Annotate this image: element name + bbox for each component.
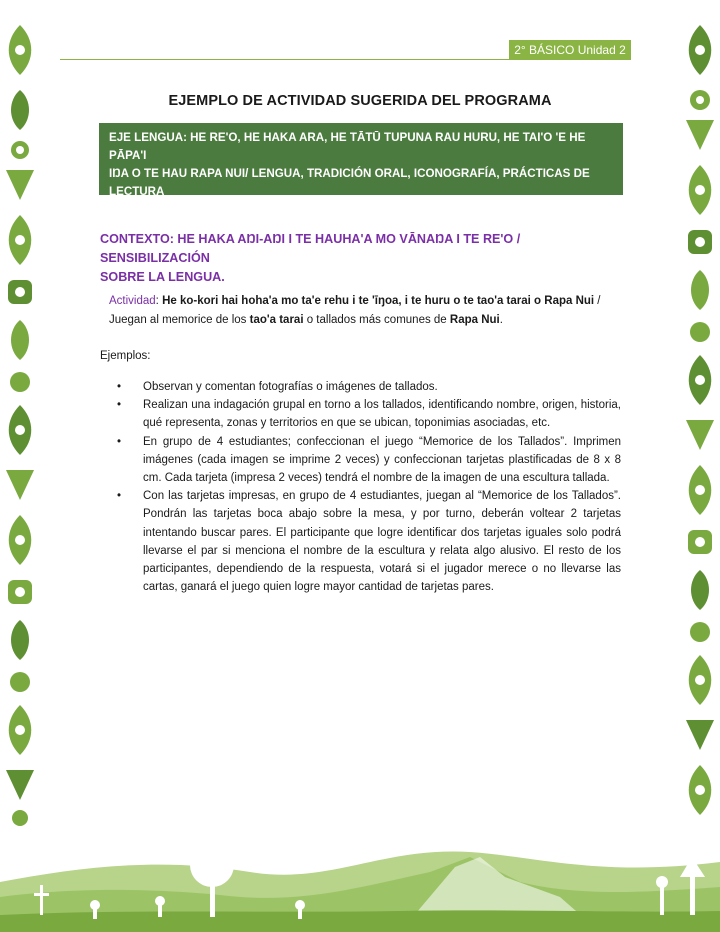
contexto-heading <box>100 230 630 287</box>
ejemplos-label: Ejemplos: <box>100 350 151 362</box>
actividad-label: Actividad <box>109 295 156 307</box>
list-item <box>100 433 621 488</box>
actividad-colon: : <box>155 295 163 307</box>
list-item <box>100 487 621 596</box>
eje-box <box>99 123 623 216</box>
list-item-text: Con las tarjetas impresas, en grupo de 4 estudiantes, juegan al “Memorice de los Tallados”. Pondrán las tarjetas boca abajo sobre la mesa, y por turno, deberán voltear 2 tarjetas intentando buscar pares. El participante que logre identificar dos tarjetas iguales solo podrá llevarse el par si menciona el nombre de la escultura y relata algo alusivo. El resto de los participantes, dependiendo de la respuesta, votará si el jugador merece o no llevarse las cartas, ganará el juego quien logre mayor cantidad de tarjetas pares. <box>143 490 621 594</box>
ejemplos-list <box>100 378 621 596</box>
list-item-text: Realizan una indagación grupal en torno a los tallados, identificando nombre, origen, historia, qué representa, zonas y territorios en que se ubican, toponimias asociadas, etc. <box>143 399 621 430</box>
grade-unit-badge: 2° BÁSICO Unidad 2 <box>509 40 631 60</box>
eje-line-3: Y ESCRITURA DE LOS PUEBLOS ORIGINARIOS. <box>109 203 377 216</box>
bullet-icon: • <box>117 490 122 503</box>
actividad-bold-2: tao'a tarai <box>249 314 304 326</box>
bullet-icon: • <box>117 381 122 393</box>
list-item-text: En grupo de 4 estudiantes; confeccionan el juego “Memorice de los Tallados”. Imprimen imágenes (cada imagen se imprime 2 veces) y confeccionan tarjetas plastificadas de 8 x 8 cm. Cada tarjeta (impresa 2 veces) tendrá el nombre de la imagen de una escultura tallada. <box>143 435 621 485</box>
left-decorative-border <box>0 20 40 830</box>
actividad-text-2: o tallados más comunes de <box>303 314 450 326</box>
eje-line-2: IŊA O TE HAU RAPA NUI/ LENGUA, TRADICIÓN ORAL, ICONOGRAFÍA, PRÁCTICAS DE LECTURA <box>109 167 590 198</box>
page-title: EJEMPLO DE ACTIVIDAD SUGERIDA DEL PROGRAMA <box>168 93 552 109</box>
actividad-bold-3: Rapa Nui <box>449 314 500 326</box>
actividad-rapanui-title: He ko-kori hai hoha'a mo ta'e rehu i te 'īŋoa, i te huru o te tao'a tarai o Rapa Nui <box>162 295 595 307</box>
bullet-icon: • <box>117 435 122 448</box>
footer-landscape-illustration <box>0 827 720 932</box>
contexto-line-2: SOBRE LA LENGUA. <box>100 270 225 284</box>
right-decorative-border <box>680 20 720 830</box>
contexto-line-1: CONTEXTO: HE HAKA AŊI-AŊI I TE HAUHA'A MO VĀNAŊA I TE RE'O / SENSIBILIZACIÓN <box>100 232 521 265</box>
header-divider <box>60 59 631 60</box>
list-item <box>100 396 621 432</box>
list-item-text: Observan y comentan fotografías o imágenes de tallados. <box>143 381 438 393</box>
eje-line-1: EJE LENGUA: HE RE'O, HE HAKA ARA, HE TĀTŪ TUPUNA RAU HURU, HE TAI'O 'E HE PĀPA'I <box>109 131 586 162</box>
actividad-text-3: . <box>499 314 503 326</box>
bullet-icon: • <box>117 399 122 412</box>
actividad-text-1: / Juegan al memorice de los <box>109 295 601 326</box>
actividad-paragraph <box>109 292 632 330</box>
list-item <box>100 378 621 396</box>
